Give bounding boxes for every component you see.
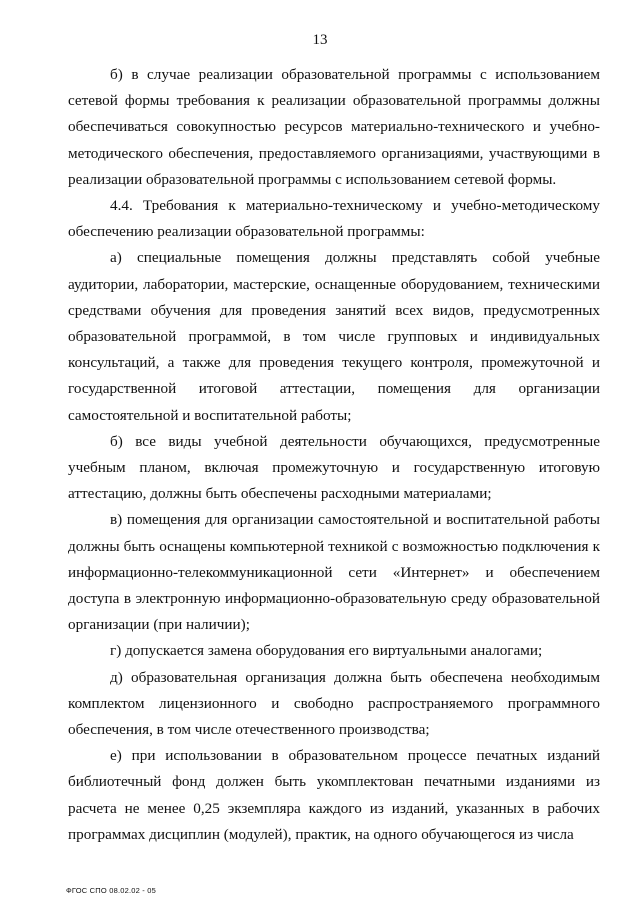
paragraph-network-form: б) в случае реализации образовательной программы с использованием сетевой формы требования к реализации образовательной программы должны обеспечиваться совокупностью ресурсов материально-технического и учебно-методического обеспечения, предоставляемого организациями, участвующими в реализации образовательной программы с использованием сетевой формы. <box>68 66 600 188</box>
document-footer: ФГОС СПО 08.02.02 - 05 <box>66 886 157 895</box>
paragraph-item-d: д) образовательная организация должна быть обеспечена необходимым комплектом лицензионного и свободно распространяемого программного обеспечения, в том числе отечественного производства; <box>68 668 600 739</box>
paragraph-item-g: г) допускается замена оборудования его виртуальными аналогами; <box>110 642 543 660</box>
paragraph-item-v: в) помещения для организации самостоятельной и воспитательной работы должны быть оснащены компьютерной техникой с возможностью подключения к информационно-телекоммуникационной сети «Интернет» и обеспечением доступа в электронную информационно-образовательную среду образовательной организации (при наличии); <box>68 511 600 634</box>
paragraph-section-4-4: 4.4. Требования к материально-техническому и учебно-методическому обеспечению реализации образовательной программы: <box>68 197 600 241</box>
paragraph-item-a: а) специальные помещения должны представлять собой учебные аудитории, лаборатории, мастерские, оснащенные оборудованием, техническими средствами обучения для проведения занятий всех видов, предусмотренных образовательной программой, в том числе групповых и индивидуальных консультаций, а также для проведения текущего контроля, промежуточной и государственной итоговой аттестации, помещения для организации самостоятельной и воспитательной работы; <box>68 249 600 424</box>
document-body <box>68 62 600 848</box>
page-number: 13 <box>312 32 328 48</box>
paragraph-item-b: б) все виды учебной деятельности обучающихся, предусмотренные учебным планом, включая промежуточную и государственную итоговую аттестацию, должны быть обеспечены расходными материалами; <box>68 432 600 503</box>
paragraph-item-e: е) при использовании в образовательном процессе печатных изданий библиотечный фонд должен быть укомплектован печатными изданиями из расчета не менее 0,25 экземпляра каждого из изданий, указанных в рабочих программах дисциплин (модулей), практик, на одного обучающегося из числа <box>68 747 600 843</box>
